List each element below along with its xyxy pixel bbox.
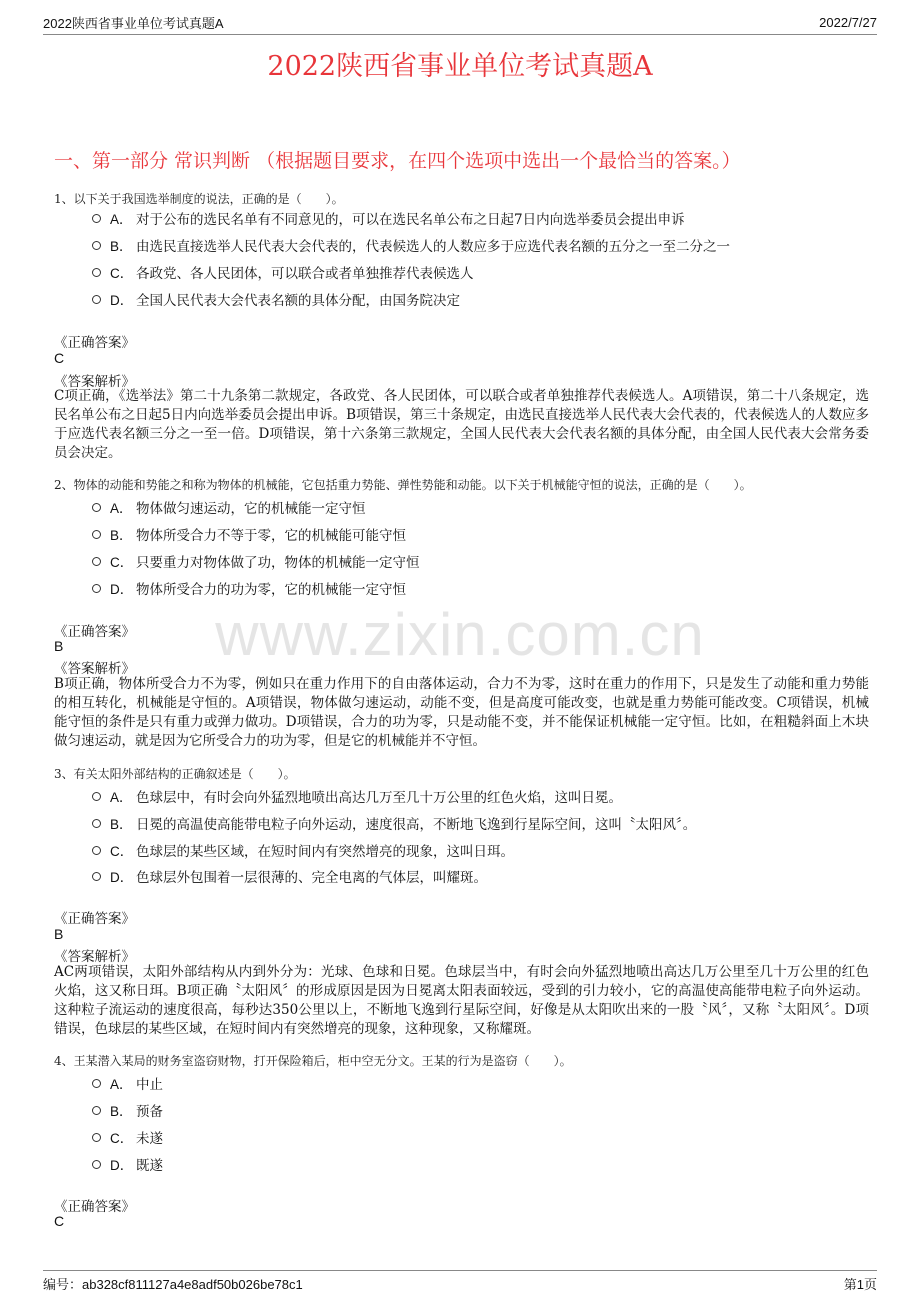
question-2-option-b[interactable]: B． 物体所受合力不等于零，它的机械能可能守恒 bbox=[92, 524, 406, 544]
question-1-option-a[interactable]: A． 对于公布的选民名单有不同意见的，可以在选民名单公布之日起7日内向选举委员会提出申诉 bbox=[92, 208, 685, 228]
question-1-answer-label: 《正确答案》 bbox=[54, 335, 135, 351]
question-4-option-a[interactable]: A． 中止 bbox=[92, 1073, 163, 1093]
page-header bbox=[43, 12, 877, 35]
question-3-option-a[interactable]: A． 色球层中，有时会向外猛烈地喷出高达几万至几十万公里的红色火焰，这叫日冕。 bbox=[92, 786, 622, 806]
question-2-answer: B bbox=[54, 638, 64, 654]
question-4-answer-label: 《正确答案》 bbox=[54, 1199, 135, 1215]
question-4-option-c[interactable]: C． 未遂 bbox=[92, 1127, 163, 1147]
radio-icon[interactable] bbox=[92, 241, 101, 250]
question-2-text: 2、物体的动能和势能之和称为物体的机械能，它包括重力势能、弹性势能和动能。以下关于机械能守恒的说法，正确的是（ ）。 bbox=[54, 478, 752, 492]
question-2-option-c[interactable]: C． 只要重力对物体做了功，物体的机械能一定守恒 bbox=[92, 551, 420, 571]
radio-icon[interactable] bbox=[92, 1106, 101, 1115]
section-title: 一、第一部分 常识判断 （根据题目要求，在四个选项中选出一个最恰当的答案。） bbox=[54, 150, 741, 172]
radio-icon[interactable] bbox=[92, 819, 101, 828]
question-4-option-d[interactable]: D． 既遂 bbox=[92, 1154, 163, 1174]
radio-icon[interactable] bbox=[92, 1160, 101, 1169]
radio-icon[interactable] bbox=[92, 792, 101, 801]
question-3-option-d[interactable]: D． 色球层外包围着一层很薄的、完全电离的气体层，叫耀斑。 bbox=[92, 866, 487, 886]
question-4-text: 4、王某潜入某局的财务室盗窃财物，打开保险箱后，柜中空无分文。王某的行为是盗窃（ ）。 bbox=[54, 1054, 572, 1068]
question-3-answer-label: 《正确答案》 bbox=[54, 911, 135, 927]
radio-icon[interactable] bbox=[92, 846, 101, 855]
header-date: 2022/7/27 bbox=[819, 14, 877, 30]
question-2-option-a[interactable]: A． 物体做匀速运动，它的机械能一定守恒 bbox=[92, 497, 366, 517]
radio-icon[interactable] bbox=[92, 1079, 101, 1088]
question-1-text: 1、以下关于我国选举制度的说法，正确的是（ ）。 bbox=[54, 192, 344, 206]
radio-icon[interactable] bbox=[92, 214, 101, 223]
question-4-option-b[interactable]: B． 预备 bbox=[92, 1100, 163, 1120]
question-1-explanation-label: 《答案解析》 bbox=[54, 374, 135, 390]
question-3-option-b[interactable]: B． 日冕的高温使高能带电粒子向外运动，速度很高，不断地飞逸到行星际空间，这叫〝太阳风〞。 bbox=[92, 813, 696, 833]
header-doc-name: 2022陕西省事业单位考试真题A bbox=[43, 15, 224, 31]
question-1-option-d[interactable]: D． 全国人民代表大会代表名额的具体分配，由国务院决定 bbox=[92, 289, 460, 309]
radio-icon[interactable] bbox=[92, 295, 101, 304]
footer-page-number: 第1页 bbox=[843, 1276, 877, 1292]
radio-icon[interactable] bbox=[92, 268, 101, 277]
footer-doc-id: 编号：ab328cf811127a4e8adf50b026be78c1 bbox=[43, 1276, 303, 1292]
question-1-answer: C bbox=[54, 350, 65, 366]
radio-icon[interactable] bbox=[92, 557, 101, 566]
question-1-explanation: C项正确，《选举法》第二十九条第二款规定，各政党、各人民团体，可以联合或者单独推荐代表候选人。A项错误，第二十八条规定，选民名单公布之日起5日内向选举委员会提出申诉。B项错误，第三十条规定，由选民直接选举人民代表大会代表的，代表候选人的人数应多于应选代表名额三分之一至一倍。D项错误，第十六条第三款规定，全国人民代表大会代表名额的具体分配，由全国人民代表大会常务委员会决定。 bbox=[54, 388, 870, 461]
radio-icon[interactable] bbox=[92, 584, 101, 593]
question-3-answer: B bbox=[54, 926, 64, 942]
document-title: 2022陕西省事业单位考试真题A bbox=[267, 51, 653, 82]
radio-icon[interactable] bbox=[92, 530, 101, 539]
question-2-explanation: B项正确，物体所受合力不为零，例如只在重力作用下的自由落体运动，合力不为零，这时在重力的作用下，只是发生了动能和重力势能的相互转化，机械能是守恒的。A项错误，物体做匀速运动，动能不变，但是高度可能改变，也就是重力势能可能改变。C项错误，机械能守恒的条件是只有重力或弹力做功。D项错误，合力的功为零，只是动能不变，并不能保证机械能一定守恒。比如，在粗糙斜面上木块做匀速运动，就是因为它所受合力的功为零，但是它的机械能并不守恒。 bbox=[54, 676, 869, 749]
radio-icon[interactable] bbox=[92, 1133, 101, 1142]
question-1-option-b[interactable]: B． 由选民直接选举人民代表大会代表的，代表候选人的人数应多于应选代表名额的五分之一至二分之一 bbox=[92, 235, 730, 255]
watermark: www.zixin.com.cn bbox=[215, 601, 705, 668]
radio-icon[interactable] bbox=[92, 872, 101, 881]
question-2-answer-label: 《正确答案》 bbox=[54, 624, 135, 640]
question-2-explanation-label: 《答案解析》 bbox=[54, 661, 135, 677]
question-4-answer: C bbox=[54, 1213, 65, 1229]
question-2-option-d[interactable]: D． 物体所受合力的功为零，它的机械能一定守恒 bbox=[92, 578, 406, 598]
question-3-option-c[interactable]: C． 色球层的某些区域，在短时间内有突然增亮的现象，这叫日珥。 bbox=[92, 840, 514, 860]
page-footer bbox=[43, 1270, 877, 1292]
question-3-text: 3、有关太阳外部结构的正确叙述是（ ）。 bbox=[54, 767, 296, 781]
question-1-option-c[interactable]: C． 各政党、各人民团体，可以联合或者单独推荐代表候选人 bbox=[92, 262, 474, 282]
question-3-explanation-label: 《答案解析》 bbox=[54, 949, 135, 965]
question-3-explanation: AC两项错误，太阳外部结构从内到外分为：光球、色球和日冕。色球层当中，有时会向外猛烈地喷出高达几万公里至几十万公里的红色火焰，这又称日珥。B项正确〝太阳风〞的形成原因是因为日冕离太阳表面较远，受到的引力较小，它的高温使高能带电粒子向外运动。这种粒子流运动的速度很高，每秒达350公里以上，不断地飞逸到行星际空间，好像是从太阳吹出来的一股〝风〞，又称〝太阳风〞。D项错误，色球层的某些区域，在短时间内有突然增亮的现象，这种现象，又称耀斑。 bbox=[54, 964, 869, 1037]
radio-icon[interactable] bbox=[92, 503, 101, 512]
